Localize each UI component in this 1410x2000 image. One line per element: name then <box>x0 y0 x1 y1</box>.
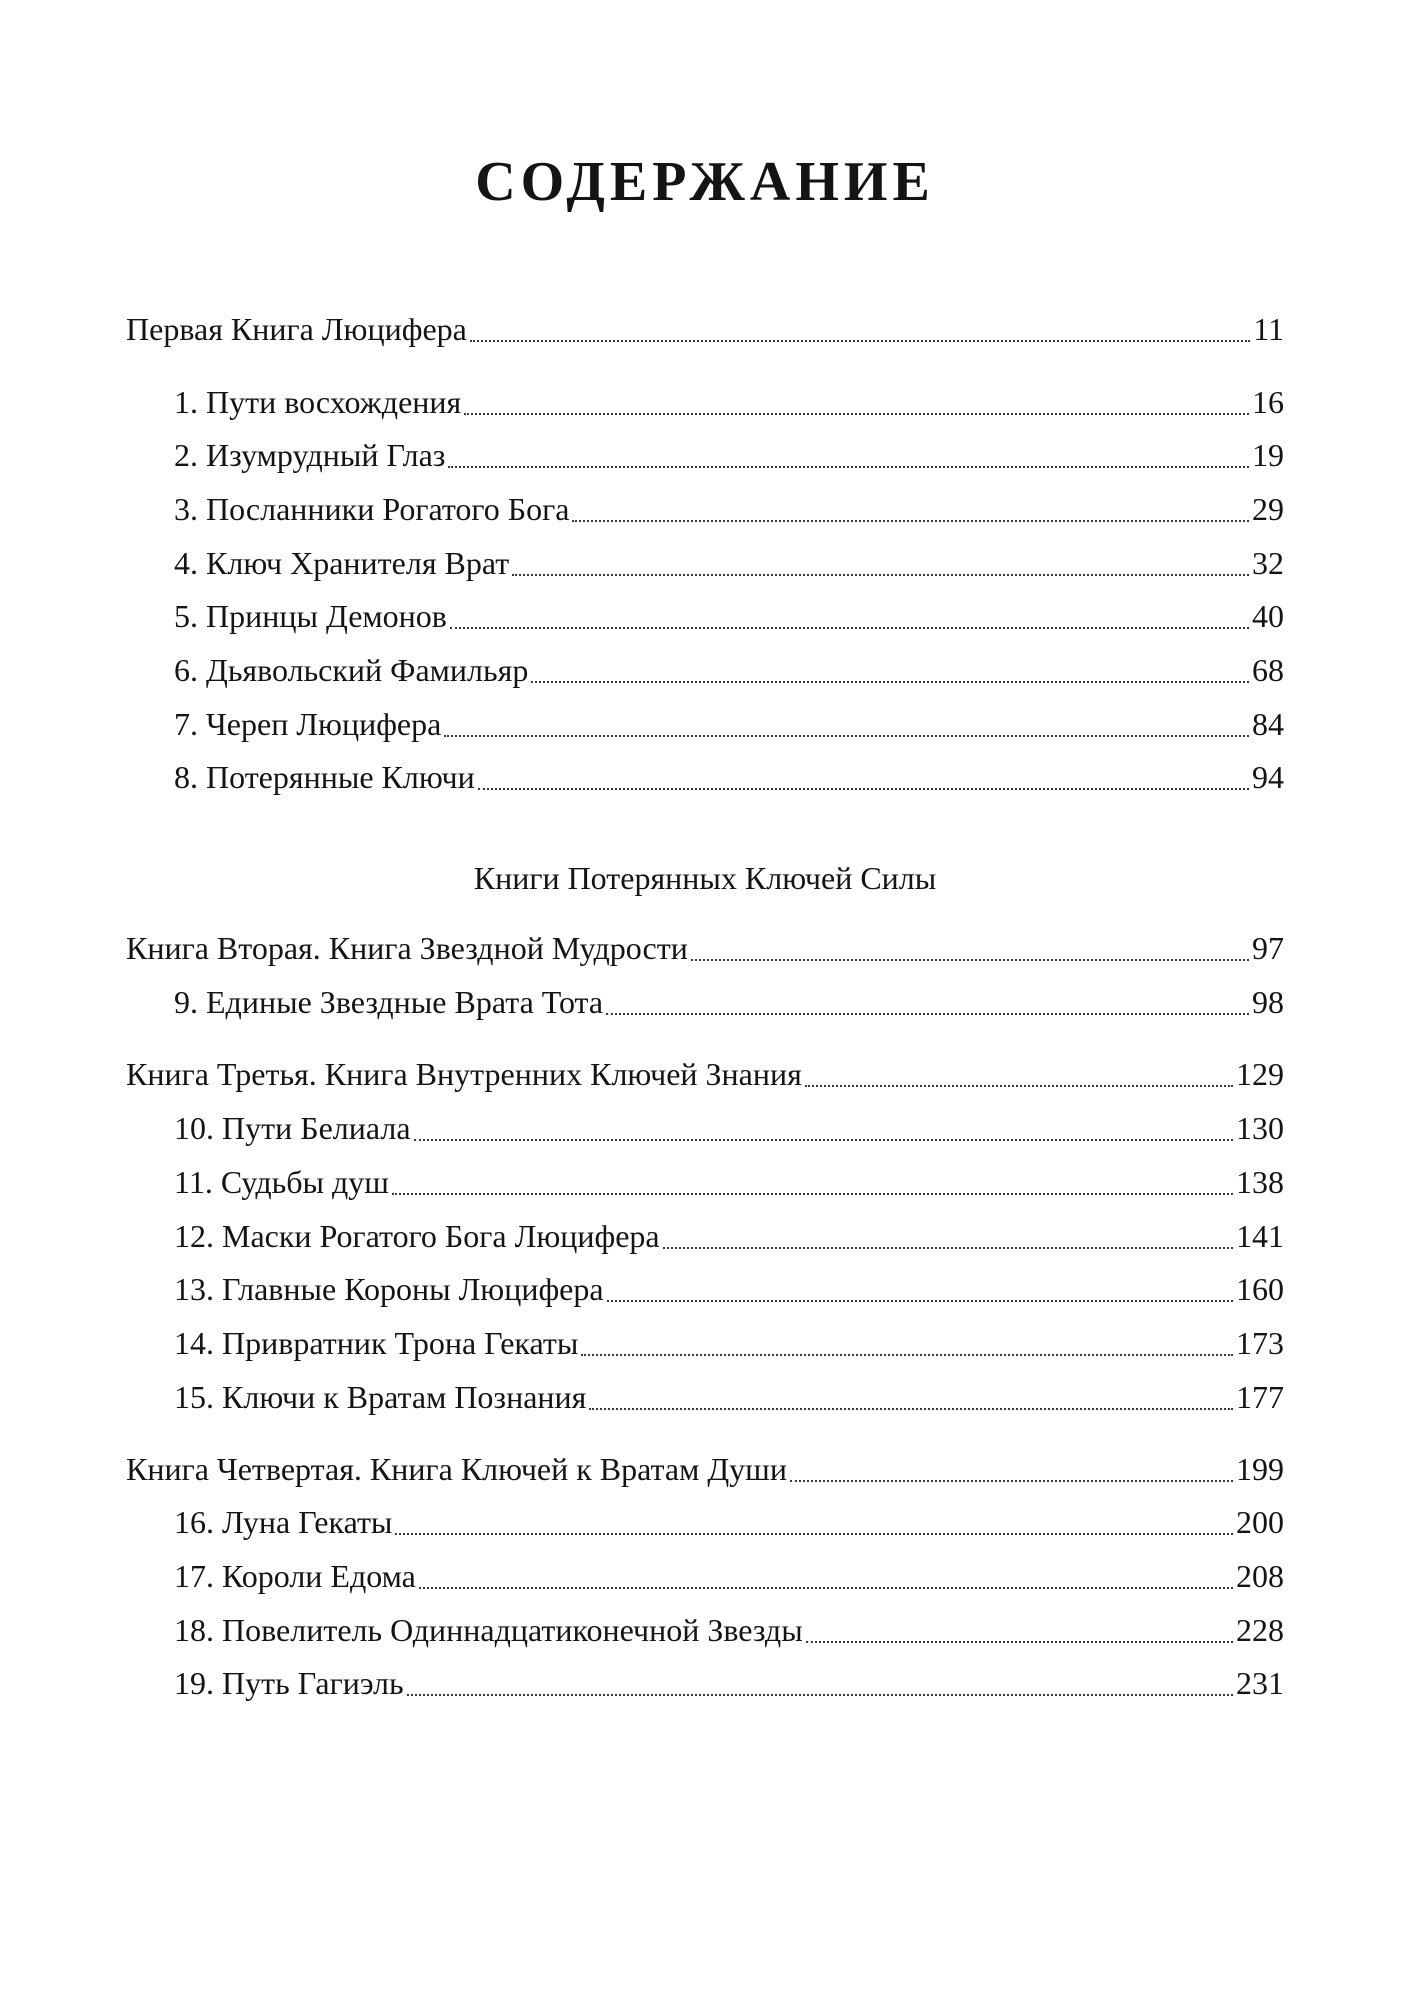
toc-entry-label: 9. Единые Звездные Врата Тота <box>174 984 604 1020</box>
dot-leader <box>407 1694 1233 1696</box>
toc-page-number: 98 <box>1252 984 1284 1020</box>
toc-page-number: 11 <box>1253 311 1284 347</box>
dot-leader <box>464 413 1249 415</box>
dot-leader <box>589 1408 1233 1410</box>
toc-entry-chapter-10[interactable] <box>126 1106 1284 1150</box>
toc-entry-label: Первая Книга Люцифера <box>126 311 467 347</box>
toc-entry-label: 17. Короли Едома <box>174 1558 416 1594</box>
toc-entry-label: 14. Привратник Трона Гекаты <box>174 1325 579 1361</box>
toc-entry-chapter-6[interactable] <box>126 648 1284 692</box>
toc-entry-label: 3. Посланники Рогатого Бога <box>174 491 570 527</box>
dot-leader <box>444 735 1249 737</box>
toc-page-number: 40 <box>1252 598 1284 634</box>
dot-leader <box>448 466 1249 468</box>
dot-leader <box>470 340 1250 342</box>
toc-entry-label: 7. Череп Люцифера <box>174 706 442 742</box>
toc-page-number: 32 <box>1252 545 1284 581</box>
toc-entry-chapter-7[interactable] <box>126 702 1284 746</box>
toc-entry-label: 2. Изумрудный Глаз <box>174 437 446 473</box>
toc-entry-chapter-17[interactable] <box>126 1554 1284 1598</box>
dot-leader <box>450 627 1249 629</box>
toc-entry-label: 16. Луна Гекаты <box>174 1504 393 1540</box>
toc-page-number: 231 <box>1236 1665 1284 1701</box>
toc-entry-chapter-13[interactable] <box>126 1267 1284 1311</box>
toc-entry-label: Книга Третья. Книга Внутренних Ключей Знания <box>126 1056 802 1092</box>
toc-page-number: 173 <box>1236 1325 1284 1361</box>
toc-entry-label: 13. Главные Короны Люцифера <box>174 1271 604 1307</box>
toc-page-number: 177 <box>1236 1379 1284 1415</box>
toc-page-number: 129 <box>1236 1056 1284 1092</box>
toc-entry-chapter-5[interactable] <box>126 594 1284 638</box>
section-heading: Книги Потерянных Ключей Силы <box>473 860 937 896</box>
dot-leader <box>581 1354 1233 1356</box>
toc-entry-label: 11. Судьбы душ <box>174 1164 389 1200</box>
dot-leader <box>478 788 1249 790</box>
dot-leader <box>691 959 1249 961</box>
toc-entry-label: 5. Принцы Демонов <box>174 598 447 634</box>
toc-page-number: 29 <box>1252 491 1284 527</box>
dot-leader <box>572 520 1249 522</box>
toc-entry-label: 18. Повелитель Одиннадцатиконечной Звезды <box>174 1612 803 1648</box>
dot-leader <box>790 1480 1233 1482</box>
page-title: СОДЕРЖАНИЕ <box>475 151 935 213</box>
toc-page-number: 208 <box>1236 1558 1284 1594</box>
toc-page-number: 16 <box>1252 384 1284 420</box>
toc-entry-chapter-18[interactable] <box>126 1608 1284 1652</box>
toc-page-number: 200 <box>1236 1504 1284 1540</box>
dot-leader <box>607 1300 1233 1302</box>
dot-leader <box>805 1085 1233 1087</box>
toc-page-number: 199 <box>1236 1451 1284 1487</box>
toc-entry-book-4[interactable] <box>126 1447 1284 1491</box>
toc-page-number: 228 <box>1236 1612 1284 1648</box>
toc-entry-chapter-1[interactable] <box>126 380 1284 424</box>
toc-entry-chapter-14[interactable] <box>126 1321 1284 1365</box>
dot-leader <box>419 1587 1233 1589</box>
toc-entry-label: 1. Пути восхождения <box>174 384 462 420</box>
toc-entry-label: 10. Пути Белиала <box>174 1110 411 1146</box>
toc-entry-label: 6. Дьявольский Фамильяр <box>174 652 529 688</box>
toc-entry-chapter-2[interactable] <box>126 433 1284 477</box>
toc-entry-book-1[interactable] <box>126 307 1284 351</box>
dot-leader <box>663 1247 1233 1249</box>
toc-entry-label: 4. Ключ Хранителя Врат <box>174 545 510 581</box>
dot-leader <box>531 681 1249 683</box>
toc-entry-chapter-8[interactable] <box>126 755 1284 799</box>
toc-entry-label: 12. Маски Рогатого Бога Люцифера <box>174 1218 660 1254</box>
toc-page-number: 138 <box>1236 1164 1284 1200</box>
toc-entry-chapter-16[interactable] <box>126 1500 1284 1544</box>
toc-entry-label: Книга Четвертая. Книга Ключей к Вратам Души <box>126 1451 787 1487</box>
toc-entry-label: 15. Ключи к Вратам Познания <box>174 1379 587 1415</box>
toc-page-number: 94 <box>1252 759 1284 795</box>
toc-page-number: 97 <box>1252 930 1284 966</box>
dot-leader <box>606 1013 1249 1015</box>
toc-entry-label: Книга Вторая. Книга Звездной Мудрости <box>126 930 688 966</box>
toc-page-number: 160 <box>1236 1271 1284 1307</box>
toc-page-number: 130 <box>1236 1110 1284 1146</box>
toc-page-number: 68 <box>1252 652 1284 688</box>
dot-leader <box>806 1641 1233 1643</box>
toc-entry-label: 19. Путь Гагиэль <box>174 1665 404 1701</box>
dot-leader <box>414 1139 1233 1141</box>
dot-leader <box>512 574 1249 576</box>
toc-entry-chapter-3[interactable] <box>126 487 1284 531</box>
toc-entry-book-3[interactable] <box>126 1052 1284 1096</box>
toc-page-number: 84 <box>1252 706 1284 742</box>
toc-entry-chapter-4[interactable] <box>126 541 1284 585</box>
toc-entry-chapter-9[interactable] <box>126 980 1284 1024</box>
toc-entry-chapter-12[interactable] <box>126 1214 1284 1258</box>
toc-entry-label: 8. Потерянные Ключи <box>174 759 475 795</box>
toc-entry-chapter-11[interactable] <box>126 1160 1284 1204</box>
toc-entry-chapter-19[interactable] <box>126 1661 1284 1705</box>
toc-entry-chapter-15[interactable] <box>126 1375 1284 1419</box>
toc-page-number: 141 <box>1236 1218 1284 1254</box>
toc-entry-book-2[interactable] <box>126 926 1284 970</box>
dot-leader <box>395 1533 1233 1535</box>
toc-page-number: 19 <box>1252 437 1284 473</box>
dot-leader <box>392 1193 1233 1195</box>
